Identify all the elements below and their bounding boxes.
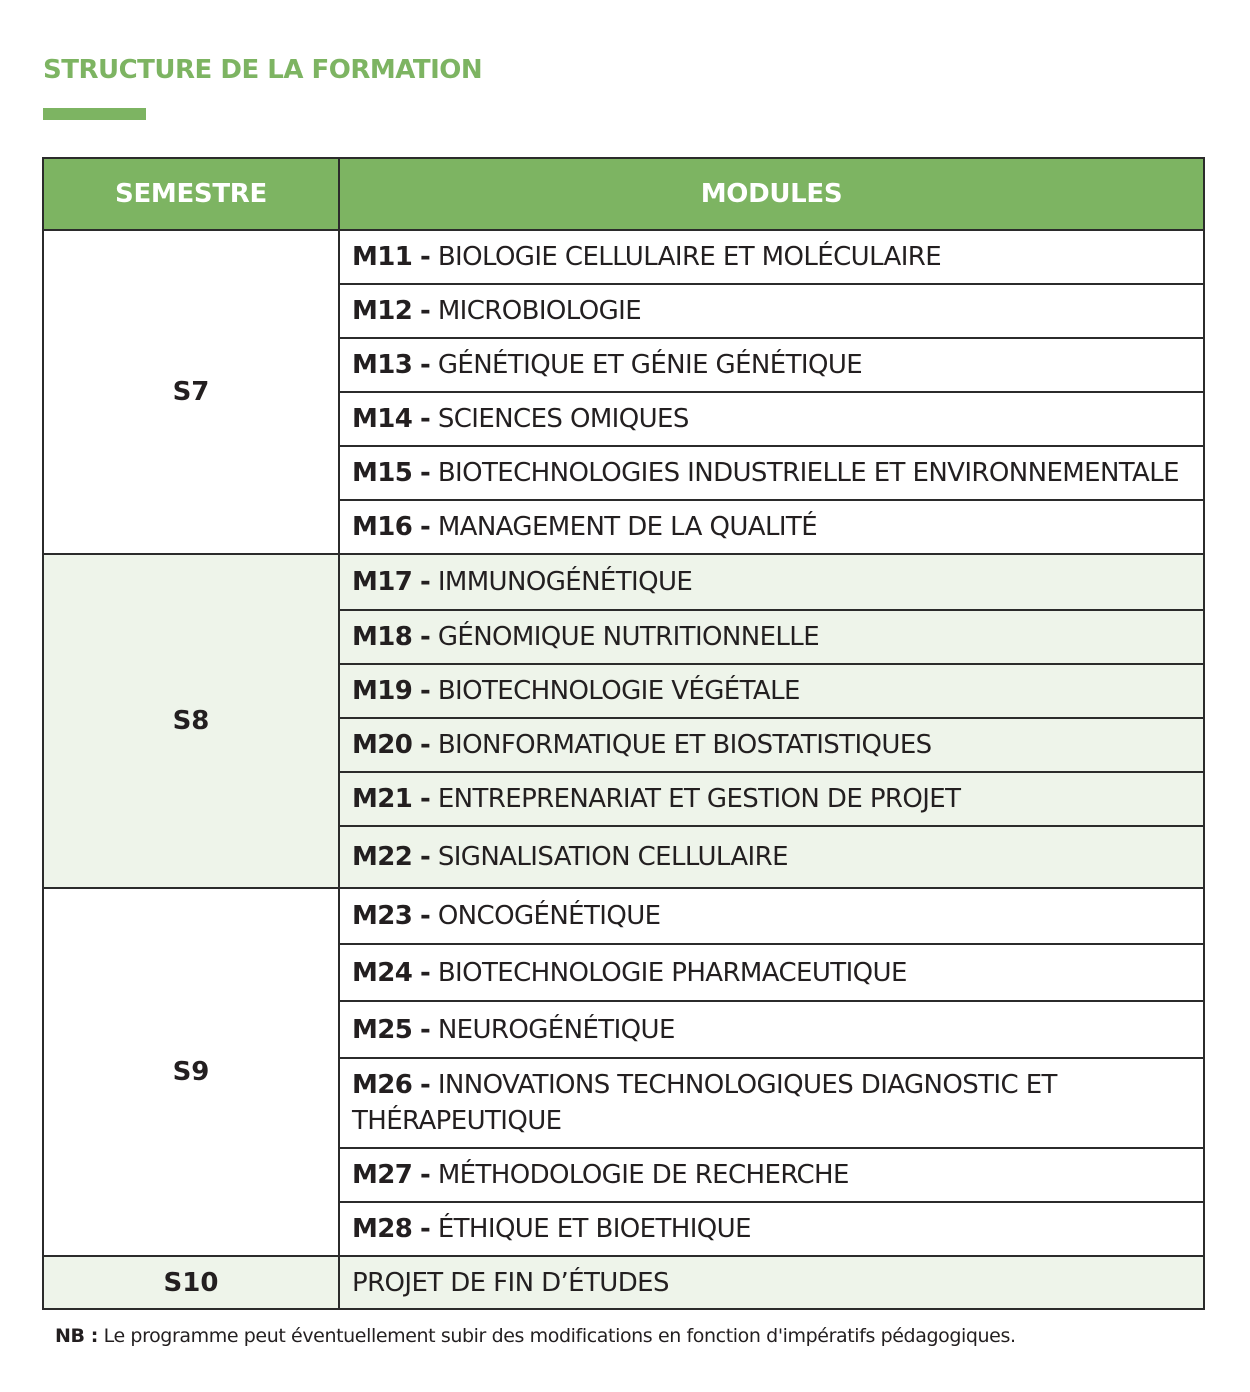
- module-cell: [339, 1058, 1204, 1148]
- semester-cell: S8: [43, 554, 339, 888]
- module-code: M24: [352, 957, 413, 988]
- module-name: BIOLOGIE CELLULAIRE ET MOLÉCULAIRE: [437, 242, 942, 272]
- module-cell: [339, 664, 1204, 718]
- module-name: GÉNOMIQUE NUTRITIONNELLE: [437, 622, 820, 652]
- module-separator: -: [419, 296, 431, 326]
- module-cell: [339, 1202, 1204, 1256]
- module-cell: [339, 284, 1204, 338]
- table-row: [43, 1256, 1204, 1309]
- module-name: BIOTECHNOLOGIE PHARMACEUTIQUE: [437, 957, 907, 988]
- module-code: M12: [352, 296, 413, 326]
- footnote-label: NB :: [55, 1325, 98, 1347]
- module-code: M16: [352, 512, 413, 542]
- module-code: M26: [352, 1070, 413, 1100]
- module-separator: -: [419, 512, 431, 542]
- module-code: M11: [352, 242, 413, 272]
- footnote-text: Le programme peut éventuellement subir des modifications en fonction d'impératifs pédagogiques.: [103, 1325, 1016, 1347]
- module-cell: [339, 610, 1204, 664]
- module-cell: [339, 772, 1204, 826]
- module-code: M20: [352, 730, 413, 760]
- module-name: MICROBIOLOGIE: [437, 296, 642, 326]
- module-code: M22: [352, 842, 413, 872]
- module-cell: [339, 230, 1204, 284]
- module-code: M15: [352, 458, 413, 488]
- table-body: [43, 230, 1204, 1309]
- module-name: MÉTHODOLOGIE DE RECHERCHE: [437, 1160, 849, 1190]
- module-name: NEUROGÉNÉTIQUE: [437, 1014, 675, 1045]
- module-separator: -: [419, 730, 431, 760]
- module-code: M23: [352, 901, 413, 931]
- module-separator: -: [419, 901, 431, 931]
- module-cell: [339, 1148, 1204, 1202]
- table-row: [43, 230, 1204, 284]
- module-code: M19: [352, 676, 413, 706]
- module-separator: -: [419, 842, 431, 872]
- module-cell: [339, 500, 1204, 554]
- title-underline: [43, 108, 146, 120]
- table-row: [43, 888, 1204, 944]
- module-separator: -: [419, 458, 431, 488]
- module-cell: [339, 718, 1204, 772]
- module-cell: [339, 338, 1204, 392]
- module-code: M13: [352, 350, 413, 380]
- module-name: IMMUNOGÉNÉTIQUE: [437, 567, 693, 597]
- section-title: STRUCTURE DE LA FORMATION: [43, 55, 483, 85]
- module-name: MANAGEMENT DE LA QUALITÉ: [437, 512, 818, 542]
- footnote: [55, 1325, 1016, 1347]
- module-cell: [339, 1001, 1204, 1058]
- semester-cell: S9: [43, 888, 339, 1256]
- module-cell: [339, 446, 1204, 500]
- module-name: GÉNÉTIQUE ET GÉNIE GÉNÉTIQUE: [437, 350, 863, 380]
- module-separator: -: [419, 622, 431, 652]
- module-name: SIGNALISATION CELLULAIRE: [437, 842, 788, 872]
- module-name: PROJET DE FIN D’ÉTUDES: [352, 1267, 669, 1298]
- module-separator: -: [419, 957, 431, 988]
- module-cell: [339, 826, 1204, 888]
- module-cell: [339, 1256, 1204, 1309]
- module-code: M14: [352, 404, 413, 434]
- module-name: ENTREPRENARIAT ET GESTION DE PROJET: [437, 784, 961, 814]
- module-separator: -: [419, 567, 431, 597]
- modules-header: MODULES: [339, 158, 1204, 230]
- module-cell: [339, 392, 1204, 446]
- module-code: M17: [352, 567, 413, 597]
- module-code: M25: [352, 1014, 413, 1045]
- module-name: BIOTECHNOLOGIES INDUSTRIELLE ET ENVIRONNEMENTALE: [437, 458, 1179, 488]
- table-row: [43, 554, 1204, 610]
- module-name: INNOVATIONS TECHNOLOGIQUES DIAGNOSTIC ET THÉRAPEUTIQUE: [352, 1070, 1057, 1136]
- module-name: BIONFORMATIQUE ET BIOSTATISTIQUES: [437, 730, 932, 760]
- modules-table: [42, 157, 1205, 1310]
- module-name: ONCOGÉNÉTIQUE: [437, 901, 661, 931]
- module-code: M18: [352, 622, 413, 652]
- module-separator: -: [419, 242, 431, 272]
- module-name: SCIENCES OMIQUES: [437, 404, 689, 434]
- module-separator: -: [419, 1214, 431, 1244]
- module-separator: -: [419, 404, 431, 434]
- module-cell: [339, 888, 1204, 944]
- semester-cell: S10: [43, 1256, 339, 1309]
- module-cell: [339, 554, 1204, 610]
- table-header-row: [43, 158, 1204, 230]
- module-separator: -: [419, 784, 431, 814]
- semestre-header: SEMESTRE: [43, 158, 339, 230]
- module-code: M27: [352, 1160, 413, 1190]
- semester-cell: S7: [43, 230, 339, 554]
- module-separator: -: [419, 350, 431, 380]
- module-separator: -: [419, 676, 431, 706]
- module-separator: -: [419, 1014, 431, 1045]
- module-cell: [339, 944, 1204, 1001]
- module-name: ÉTHIQUE ET BIOETHIQUE: [437, 1214, 751, 1244]
- module-separator: -: [419, 1160, 431, 1190]
- module-separator: -: [419, 1070, 431, 1100]
- module-code: M28: [352, 1214, 413, 1244]
- module-code: M21: [352, 784, 413, 814]
- module-name: BIOTECHNOLOGIE VÉGÉTALE: [437, 676, 800, 706]
